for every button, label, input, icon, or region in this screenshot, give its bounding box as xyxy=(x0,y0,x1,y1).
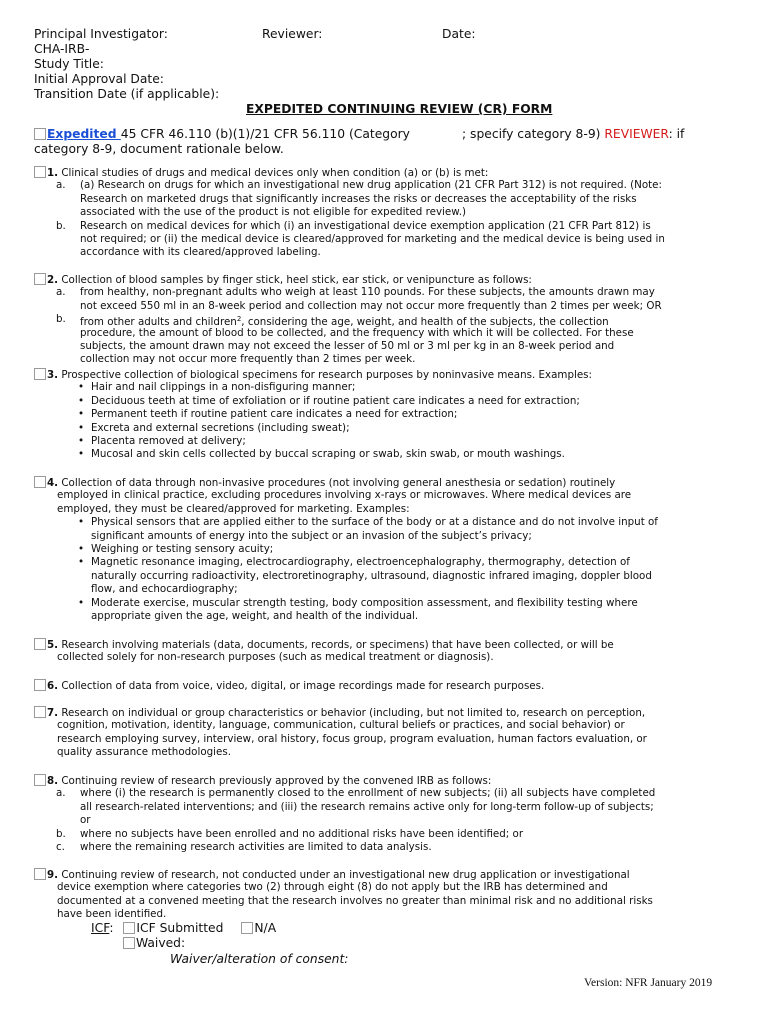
waived-label: Waived: xyxy=(136,936,186,950)
expedited-line-2: category 8-9, document rationale below. xyxy=(34,142,284,156)
category-4-number: 4. xyxy=(47,477,59,489)
expedited-specify-line xyxy=(462,127,684,142)
category-8-item-a: a. where (i) the research is permanently closed to the enrollment of new subjects; (ii) all subjects have completed all research-related interventions; and (iii) the research remains active only for long-term follow-up of subjects; or xyxy=(56,787,656,827)
date-label: Date: xyxy=(442,27,476,41)
category-9-number: 9. xyxy=(47,869,59,881)
expedited-line-1 xyxy=(34,127,410,142)
category-5-checkbox[interactable] xyxy=(34,638,46,650)
footnote-marker: 2 xyxy=(236,315,242,324)
category-6: 6. Collection of data from voice, video, digital, or image recordings made for research purposes. xyxy=(34,679,726,692)
expedited-link[interactable]: Expedited xyxy=(47,127,121,141)
category-3-checkbox[interactable] xyxy=(34,368,46,380)
category-2-item-b: b. from other adults and children$^2$, considering the age, weight, and health of the subjects, the collection procedure, the amount of blood to be collected, and the frequency with which it will be collected. For these subjects, the amount drawn may not exceed the lesser of 50 ml or 3 ml per kg in an 8-week period and collection may not occur more frequently than 2 times per week. xyxy=(56,313,634,366)
category-2-intro: Collection of blood samples by finger stick, heel stick, ear stick, or venipuncture as follows: xyxy=(58,274,532,286)
pi-label: Principal Investigator: xyxy=(34,27,168,41)
category-6-checkbox[interactable] xyxy=(34,679,46,691)
category-1-number: 1. xyxy=(47,167,59,179)
category-6-number: 6. xyxy=(47,680,59,692)
version-footer: Version: NFR January 2019 xyxy=(584,977,713,989)
category-2-number: 2. xyxy=(47,274,59,286)
form-title: EXPEDITED CONTINUING REVIEW (CR) FORM xyxy=(246,102,553,116)
bullet-item: • Moderate exercise, muscular strength testing, body composition assessment, and flexibility testing where appropriate given the age, weight, and health of the individual. xyxy=(78,596,638,622)
waiver-alteration-label: Waiver/alteration of consent: xyxy=(170,952,349,966)
category-3-intro: Prospective collection of biological specimens for research purposes by noninvasive means. Examples: xyxy=(58,369,593,381)
bullet-item: • Permanent teeth if routine patient care indicates a need for extraction; xyxy=(78,408,458,421)
category-1-item-a: a. (a) Research on drugs for which an investigational new drug application (21 CFR Part 312) is not required. (Note: Research on marketed drugs that significantly increases the risks or decreases the acceptability of the risks associated with the use of the product is not eligible for expedited review.) xyxy=(56,179,662,219)
category-1-item-b: b. Research on medical devices for which (i) an investigational device exemption application (21 CFR Part 812) is not required; or (ii) the medical device is cleared/approved for marketing and the medical device is being used in accordance with its cleared/approved labeling. xyxy=(56,219,665,259)
category-4: 4. Collection of data through non-invasive procedures (not involving general anesthesia or sedation) routinely employed in clinical practice, excluding procedures involving x-rays or microwaves. Where medical devices are employed, they must be cleared/approved for marketing. Examples: • Physical sensors that are applied either to the surface of the body or at a distance and do not involve input of significant amounts of energy into the subject or an invasion of the subject’s privacy; • Weighing or testing sensory acuity; • Magnetic resonance imaging, electrocardiography, electroencephalography, thermography, detection of naturally occurring radioactivity, electroretinography, ultrasound, diagnostic infrared imaging, doppler blood flow, and echocardiography; • Moderate exercise, muscular strength testing, body composition assessment, and flexibility testing where appropriate given the age, weight, and health of the individual. xyxy=(34,476,726,623)
reviewer-keyword: REVIEWER xyxy=(604,127,669,141)
category-5-number: 5. xyxy=(47,639,59,651)
category-7-number: 7. xyxy=(47,707,59,719)
waived-row xyxy=(123,936,185,951)
icf-label: ICF xyxy=(91,921,110,935)
category-1 xyxy=(34,166,726,260)
bullet-item: • Deciduous teeth at time of exfoliation or if routine patient care indicates a need for extraction; xyxy=(78,394,580,407)
na-checkbox[interactable] xyxy=(241,922,253,934)
transition-date-label: Transition Date (if applicable): xyxy=(34,87,220,101)
icf-submitted-label: ICF Submitted xyxy=(136,921,224,935)
specify-category-text: ; specify category 8-9) xyxy=(462,127,601,141)
category-1-checkbox[interactable] xyxy=(34,166,46,178)
bullet-item: • Hair and nail clippings in a non-disfiguring manner; xyxy=(78,381,356,394)
icf-submitted-checkbox[interactable] xyxy=(123,922,135,934)
category-5: 5. Research involving materials (data, documents, records, or specimens) that have been collected, or will be collected solely for non-research purposes (such as medical treatment or diagnosis). xyxy=(34,638,726,665)
category-8-checkbox[interactable] xyxy=(34,774,46,786)
category-2-checkbox[interactable] xyxy=(34,273,46,285)
category-4-checkbox[interactable] xyxy=(34,476,46,488)
waived-checkbox[interactable] xyxy=(123,937,135,949)
icf-row: ICF: ICF Submitted N/A xyxy=(91,921,277,935)
category-8-number: 8. xyxy=(47,775,59,787)
category-1-intro: Clinical studies of drugs and medical devices only when condition (a) or (b) is met: xyxy=(58,167,489,179)
initial-approval-date-label: Initial Approval Date: xyxy=(34,72,164,86)
category-3-number: 3. xyxy=(47,369,59,381)
category-7: 7. Research on individual or group characteristics or behavior (including, but not limited to, research on perception, cognition, motivation, identity, language, communication, cultural beliefs or practices, and social behavior) or research employing survey, interview, oral history, focus group, program evaluation, human factors evaluation, or quality assurance methodologies. xyxy=(34,706,726,760)
category-8-item-b: b. where no subjects have been enrolled and no additional risks have been identified; or xyxy=(56,827,524,840)
category-2-item-a: a. from healthy, non-pregnant adults who weigh at least 110 pounds. For these subjects, the amounts drawn may not exceed 550 ml in an 8-week period and collection may not occur more frequently than 2 times per week; OR xyxy=(56,286,662,312)
cha-irb-label: CHA-IRB- xyxy=(34,42,90,56)
expedited-checkbox[interactable] xyxy=(34,128,46,140)
expedited-cfr-text: 45 CFR 46.110 (b)(1)/21 CFR 56.110 (Category xyxy=(120,127,410,141)
category-2 xyxy=(34,273,726,367)
bullet-item: • Excreta and external secretions (including sweat); xyxy=(78,421,350,434)
reviewer-label: Reviewer: xyxy=(262,27,323,41)
category-9: 9. Continuing review of research, not conducted under an investigational new drug application or investigational device exemption where categories two (2) through eight (8) do not apply but the IRB has determined and documented at a convened meeting that the research involves no greater than minimal risk and no additional risks have been identified. xyxy=(34,868,726,922)
if-text: : if xyxy=(668,127,685,141)
bullet-item: • Physical sensors that are applied either to the surface of the body or at a distance and do not involve input of significant amounts of energy into the subject or an invasion of the subject’s privacy; xyxy=(78,516,658,542)
category-3 xyxy=(34,368,726,462)
category-8: 8. Continuing review of research previously approved by the convened IRB as follows: a. where (i) the research is permanently closed to the enrollment of new subjects; (ii) all subjects have completed all research-related interventions; and (iii) the research remains active only for long-term follow-up of subjects; or b. where no subjects have been enrolled and no additional risks have been identified; or c. where the remaining research activities are limited to data analysis. xyxy=(34,774,726,854)
category-7-checkbox[interactable] xyxy=(34,706,46,718)
category-8-item-c: c. where the remaining research activities are limited to data analysis. xyxy=(56,840,432,853)
bullet-item: • Weighing or testing sensory acuity; xyxy=(78,542,274,555)
bullet-item: • Placenta removed at delivery; xyxy=(78,434,246,447)
na-label: N/A xyxy=(254,921,277,935)
category-9-checkbox[interactable] xyxy=(34,868,46,880)
bullet-item: • Mucosal and skin cells collected by buccal scraping or swab, skin swab, or mouth washings. xyxy=(78,448,565,461)
bullet-item: • Magnetic resonance imaging, electrocardiography, electroencephalography, thermography, detection of naturally occurring radioactivity, electroretinography, ultrasound, diagnostic infrared imaging, doppler blood flow, and echocardiography; xyxy=(78,556,652,596)
study-title-label: Study Title: xyxy=(34,57,104,71)
